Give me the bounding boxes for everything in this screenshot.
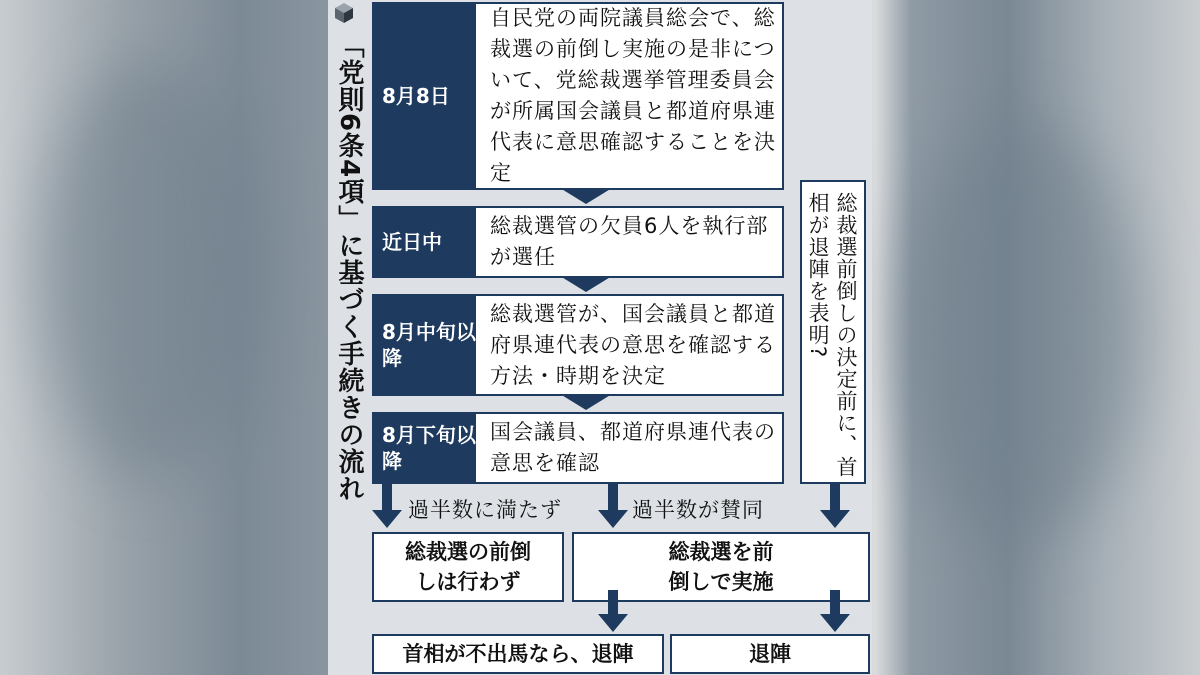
step-date-label: 近日中	[374, 208, 476, 276]
step-late-aug	[372, 412, 784, 484]
step-date-label: 8月8日	[374, 4, 476, 188]
result-pm-resigns-if-not-running: 首相が不出馬なら、退陣	[372, 634, 664, 674]
branch-label-majority-agree: 過半数が賛同	[632, 498, 764, 522]
step-soon	[372, 206, 784, 278]
flow-arrow	[560, 394, 612, 410]
step-date-label: 8月中旬以降	[374, 296, 476, 394]
result-resign: 退陣	[670, 634, 870, 674]
arrow-down-icon	[598, 484, 628, 530]
side-note-box	[800, 180, 866, 484]
arrow-down-icon	[820, 590, 850, 634]
result-early-election: 総裁選を前倒しで実施	[572, 532, 870, 602]
step-description: 自民党の両院議員総会で、総裁選の前倒し実施の是非について、党総裁選挙管理委員会が所属国会議員と都道府県連代表に意思確認することを決定	[490, 6, 776, 185]
step-description: 総裁選管の欠員6人を執行部が選任	[490, 214, 769, 269]
arrow-down-icon	[598, 590, 628, 634]
background-blur	[900, 120, 1140, 540]
diagram-title: 「党則6条4項」に基づく手続きの流れ	[334, 32, 364, 503]
branch-label-majority-fail: 過半数に満たず	[408, 498, 562, 522]
flow-arrow	[560, 276, 612, 292]
flow-arrow	[560, 188, 612, 204]
step-date-label: 8月下旬以降	[374, 414, 476, 482]
step-description: 総裁選管が、国会議員と都道府県連代表の意思を確認する方法・時期を決定	[490, 301, 776, 388]
step-mid-aug	[372, 294, 784, 396]
background-blur	[40, 60, 260, 480]
arrow-down-icon	[372, 484, 402, 530]
result-no-early-election: 総裁選の前倒しは行わず	[372, 532, 564, 602]
step-description: 国会議員、都道府県連代表の意思を確認	[490, 420, 776, 475]
side-note-text: 総裁選前倒しの決定前に、首相が退陣を表明?	[806, 192, 858, 478]
cube-icon	[334, 2, 354, 24]
arrow-down-icon	[820, 484, 850, 530]
step-aug8	[372, 2, 784, 190]
